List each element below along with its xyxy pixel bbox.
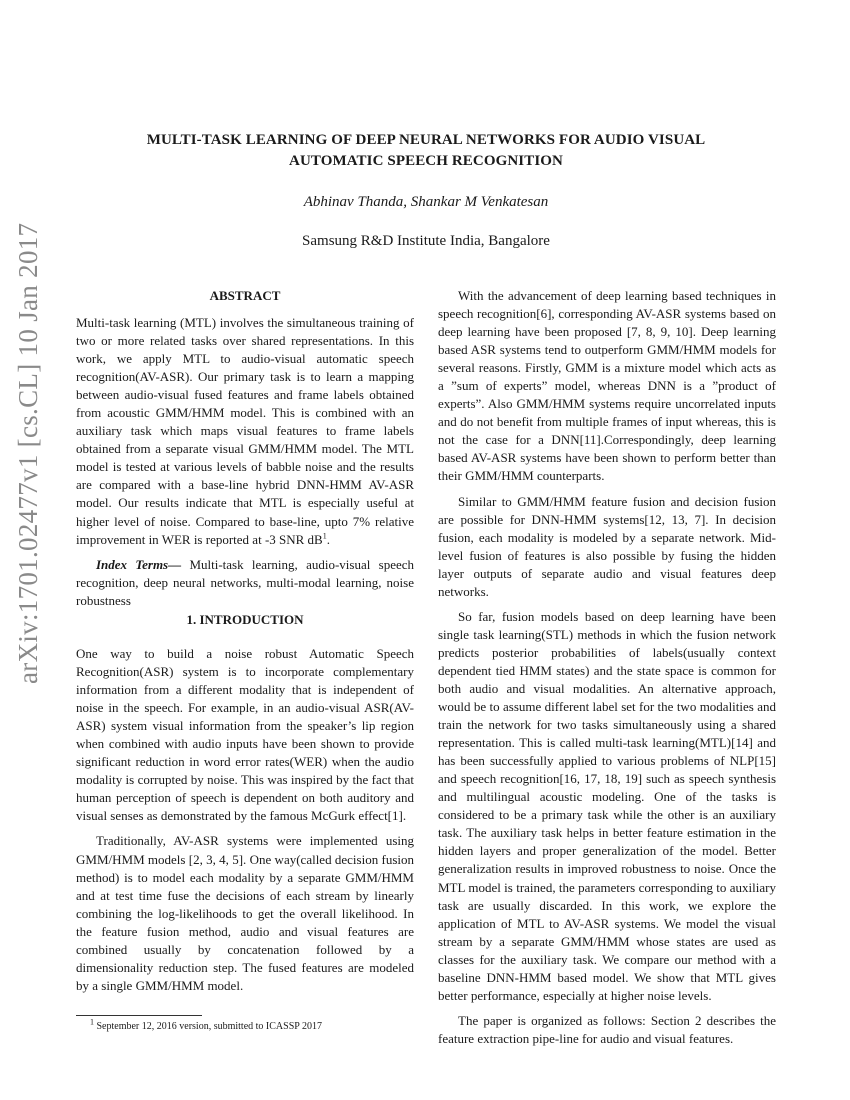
index-terms-text: Multi-task learning, audio-visual speech recognition, deep neural networks, multi-modal learning, noise robustness (76, 556, 415, 608)
intro-paragraph-6: The paper is organized as follows: Section 2 describes the feature extraction pipe-line for audio and visual features. (438, 1012, 776, 1046)
intro-paragraph-4: Similar to GMM/HMM feature fusion and decision fusion are possible for DNN-HMM systems[12, 13, 7]. In decision fusion, each modality is modeled by a separate network. Mid-level fusion of features is also possible by fusing the hidden layer outputs of separate audio and visual features deep networks. (438, 493, 776, 599)
arxiv-identifier-stamp: arXiv:1701.02477v1 [cs.CL] 10 Jan 2017 (13, 222, 43, 684)
index-terms-label: Index Terms— (96, 556, 182, 572)
intro-right-body (438, 287, 776, 1048)
footnote (76, 1017, 414, 1033)
intro-paragraph-3: With the advancement of deep learning based techniques in speech recognition[6], corresponding AV-ASR systems based on deep learning have been proposed [7, 8, 9, 10]. Deep learning based ASR systems tend to outperform GMM/HMM models for several reasons. Firstly, GMM is a mixture model which acts as a ”sum of experts” model, whereas DNN is a ”product of experts”. Also GMM/HMM systems require uncorrelated inputs and do not benefit from multiple frames of input whereas, this is not the case for a DNN[11].Correspondingly, deep learning based AV-ASR systems have been shown to perform better than their GMM/HMM counterparts. (438, 288, 776, 484)
title-line-2: AUTOMATIC SPEECH RECOGNITION (289, 153, 563, 169)
index-terms (76, 556, 414, 610)
abstract-body (76, 314, 414, 610)
footnote-rule (76, 1015, 202, 1016)
introduction-heading: 1. INTRODUCTION (186, 612, 304, 627)
intro-left-body (76, 645, 414, 995)
affiliation: Samsung R&D Institute India, Bangalore (302, 233, 550, 249)
footnote-mark: 1 (90, 1017, 94, 1027)
title-line-1: MULTI-TASK LEARNING OF DEEP NEURAL NETWORKS FOR AUDIO VISUAL (146, 132, 706, 148)
abstract-footnote-mark: 1 (322, 531, 327, 541)
footnote-text: September 12, 2016 version, submitted to ICASSP 2017 (96, 1021, 322, 1032)
abstract-text: Multi-task learning (MTL) involves the simultaneous training of two or more related tasks over shared representations. In this work, we apply MTL to audio-visual automatic speech recognition(AV-ASR). Our primary task is to learn a mapping between audio-visual fused features and frame labels obtained from acoustic GMM/HMM model. This is combined with an auxiliary task which maps visual features to frame labels obtained from a separate visual GMM/HMM model. The MTL model is tested at various levels of babble noise and the results are compared with a base-line hybrid DNN-HMM AV-ASR model. Our results indicate that MTL is especially useful at higher level of noise. Compared to base-line, upto 7% relative improvement in WER is reported at -3 SNR dB (76, 315, 414, 547)
abstract-heading: ABSTRACT (209, 288, 281, 303)
intro-paragraph-5: So far, fusion models based on deep learning have been single task learning(STL) methods in which the fusion network predicts posterior probabilities of labels(usually context dependent tied HMM states) and the state space is common for both audio and visual modalities. An alternative approach, would be to assume different label set for the two modalities and train the network for two tasks simultaneously using a shared representation. This is called multi-task learning(MTL)[14] and has been successfully applied to various problems of NLP[15] and speech recognition[16, 17, 18, 19] such as speech synthesis and multilingual acoustic modeling. One of the tasks is considered to be a primary task while the other is an auxiliary task. The auxiliary task helps in better feature estimation in the hidden layers and proper generalization of the model. Better generalization results in improved robustness to noise. Once the MTL model is trained, the parameters corresponding to auxiliary task are usually discarded. In this work, we explore the application of MTL to AV-ASR systems. We model the visual stream by a separate GMM/HMM whose states are used as classes for the auxiliary task. We compare our method with a baseline DNN-HMM based model. We show that MTL gives better performance, especially at higher noise levels. (438, 608, 776, 1003)
abstract-paragraph: Multi-task learning (MTL) involves the simultaneous training of two or more related tasks over shared representations. In this work, we apply MTL to audio-visual automatic speech recognition(AV-ASR). Our primary task is to learn a mapping between audio-visual fused features and frame labels obtained from acoustic GMM/HMM model. This is combined with an auxiliary task which maps visual features to frame labels obtained from a separate visual GMM/HMM model. The MTL model is tested at various levels of babble noise and the results are compared with a base-line hybrid DNN-HMM AV-ASR model. Our results indicate that MTL is especially useful at higher level of noise. Compared to base-line, upto 7% relative improvement in WER is reported at -3 SNR $dB^1$. (76, 315, 414, 547)
authors: Abhinav Thanda, Shankar M Venkatesan (303, 194, 549, 210)
intro-paragraph-1: One way to build a noise robust Automatic Speech Recognition(ASR) system is to incorporate complementary information from a different modality that is independent of noise in the speech. For example, in an audio-visual ASR(AV-ASR) system visual information from the speaker’s lip region when combined with audio inputs have been shown to provide significant reduction in word error rates(WER) when the audio modality is corrupted by noise. This was inspired by the fact that human perception of speech is dependent on both auditory and visual senses as demonstrated by the famous McGurk effect[1]. (76, 646, 414, 824)
intro-paragraph-2: Traditionally, AV-ASR systems were implemented using GMM/HMM models [2, 3, 4, 5]. One way(called decision fusion method) is to model each modality by a separate GMM/HMM and at test time fuse the decisions of each stream by linearly combining the log-likelihoods to get the overall likelihood. In the feature fusion method, audio and visual features are combined usually by concatenation followed by a dimensionality reduction step. The fused features are modeled by a single GMM/HMM model. (76, 833, 414, 993)
paper-title (100, 130, 752, 172)
